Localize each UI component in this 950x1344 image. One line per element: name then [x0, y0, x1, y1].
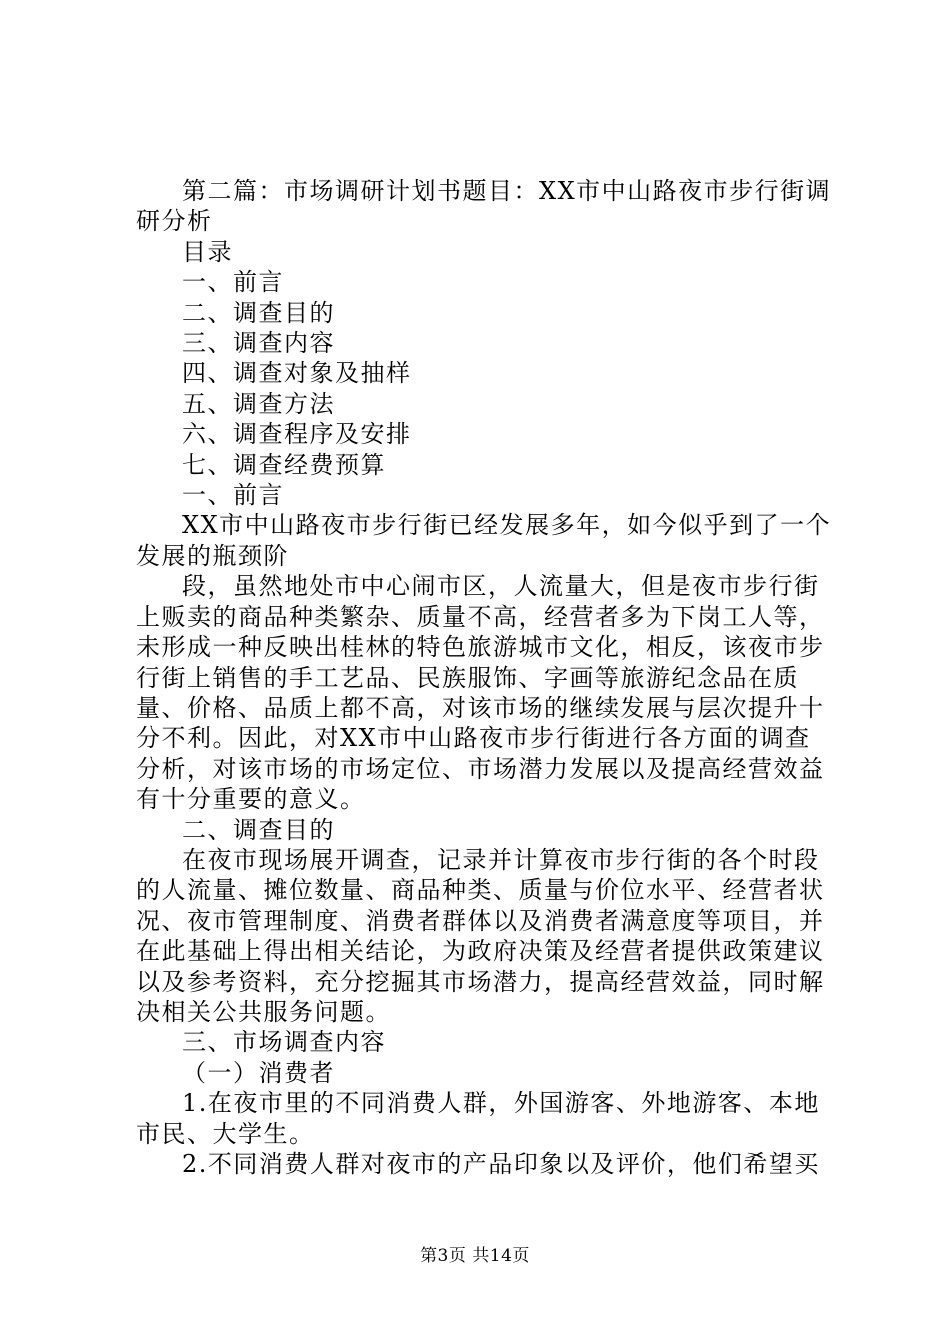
list-item: 1.在夜市里的不同消费人群，外国游客、外地游客、本地市民、大学生。	[136, 1089, 820, 1148]
section-heading: 一、前言	[182, 481, 284, 510]
paragraph: XX市中山路夜市步行街已经发展多年，如今似乎到了一个发展的瓶颈阶	[136, 511, 832, 570]
doc-line-toc-item: 四、调查对象及抽样	[182, 359, 412, 388]
page-number-footer: 第3页 共14页	[420, 1246, 530, 1266]
doc-line-toc-item: 五、调查方法	[182, 389, 335, 418]
doc-line-toc-item: 一、前言	[182, 268, 284, 297]
doc-line-toc-heading: 目录	[182, 237, 233, 266]
doc-line-title: 第二篇：市场调研计划书题目：XX市中山路夜市步行街调研分析	[136, 177, 832, 236]
paragraph: 段，虽然地处市中心闹市区，人流量大，但是夜市步行街上贩卖的商品种类繁杂、质量不高，经营者多为下岗工人等，未形成一种反映出桂林的特色旅游城市文化，相反，该夜市步行街上销售的手工艺品、民族服饰、字画等旅游纪念品在质量、价格、品质上都不高，对该市场的继续发展与层次提升十分不利。因此，对XX市中山路夜市步行街进行各方面的调查分析，对该市场的市场定位、市场潜力发展以及提高经营效益有十分重要的意义。	[136, 572, 825, 814]
doc-line-toc-item: 二、调查目的	[182, 298, 335, 327]
paragraph: 在夜市现场展开调查，记录并计算夜市步行街的各个时段的人流量、摊位数量、商品种类、质量与价位水平、经营者状况、夜市管理制度、消费者群体以及消费者满意度等项目，并在此基础上得出相关结论，为政府决策及经营者提供政策建议以及参考资料，充分挖掘其市场潜力，提高经营效益，同时解决相关公共服务问题。	[136, 845, 825, 1026]
document-body	[136, 176, 836, 1179]
doc-line-toc-item: 六、调查程序及安排	[182, 420, 412, 449]
list-item: 2.不同消费人群对夜市的产品印象以及评价，他们希望买	[182, 1150, 820, 1178]
doc-line-toc-item: 七、调查经费预算	[182, 450, 386, 479]
section-heading: 二、调查目的	[182, 815, 335, 844]
section-heading: 三、市场调查内容	[182, 1028, 386, 1057]
doc-line-toc-item: 三、调查内容	[182, 329, 335, 358]
subsection-heading: （一）消费者	[182, 1058, 335, 1087]
